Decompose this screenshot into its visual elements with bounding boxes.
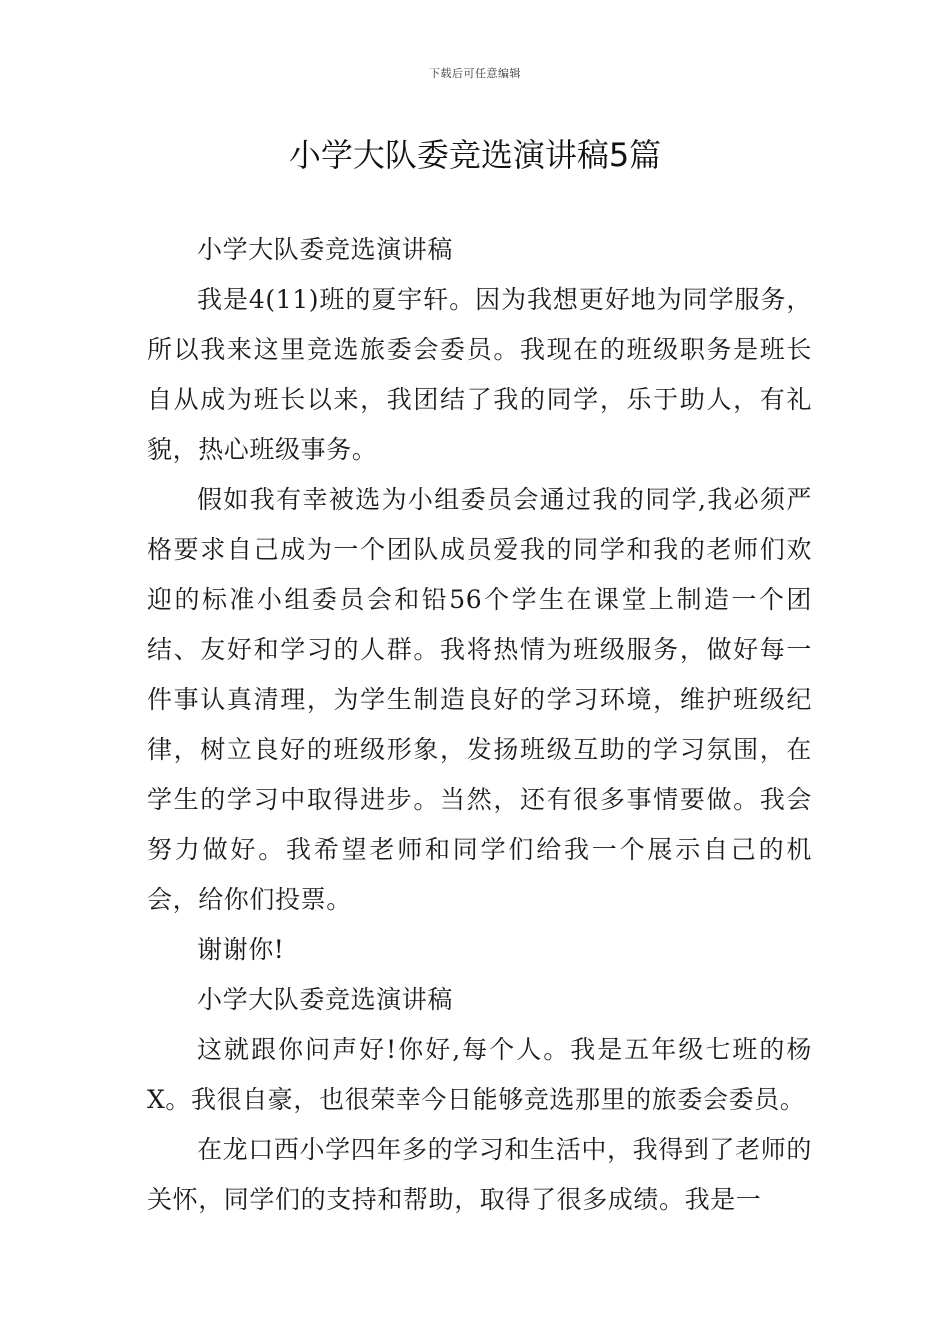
paragraph: 谢谢你!: [197, 935, 285, 964]
document-body: [147, 225, 812, 1225]
paragraph: 这就跟你问声好!你好,每个人。我是五年级七班的杨X。我很自豪，也很荣幸今日能够竞选那里的旅委会委员。: [147, 1035, 812, 1114]
section-heading: 小学大队委竞选演讲稿: [197, 235, 454, 264]
section-heading: 小学大队委竞选演讲稿: [197, 985, 454, 1014]
paragraph: 假如我有幸被选为小组委员会通过我的同学,我必须严格要求自己成为一个团队成员爱我的同学和我的老师们欢迎的标准小组委员会和铅56个学生在课堂上制造一个团结、友好和学习的人群。我将热情为班级服务，做好每一件事认真清理，为学生制造良好的学习环境，维护班级纪律，树立良好的班级形象，发扬班级互助的学习氛围，在学生的学习中取得进步。当然，还有很多事情要做。我会努力做好。我希望老师和同学们给我一个展示自己的机会，给你们投票。: [147, 485, 812, 914]
document-title: 小学大队委竞选演讲稿5篇: [288, 136, 662, 174]
header-note: 下载后可任意编辑: [429, 67, 521, 80]
paragraph: 我是4(11)班的夏宇轩。因为我想更好地为同学服务，所以我来这里竞选旅委会委员。我现在的班级职务是班长自从成为班长以来，我团结了我的同学，乐于助人，有礼貌，热心班级事务。: [147, 285, 812, 464]
paragraph: 在龙口西小学四年多的学习和生活中，我得到了老师的关怀，同学们的支持和帮助，取得了很多成绩。我是一: [147, 1135, 812, 1214]
